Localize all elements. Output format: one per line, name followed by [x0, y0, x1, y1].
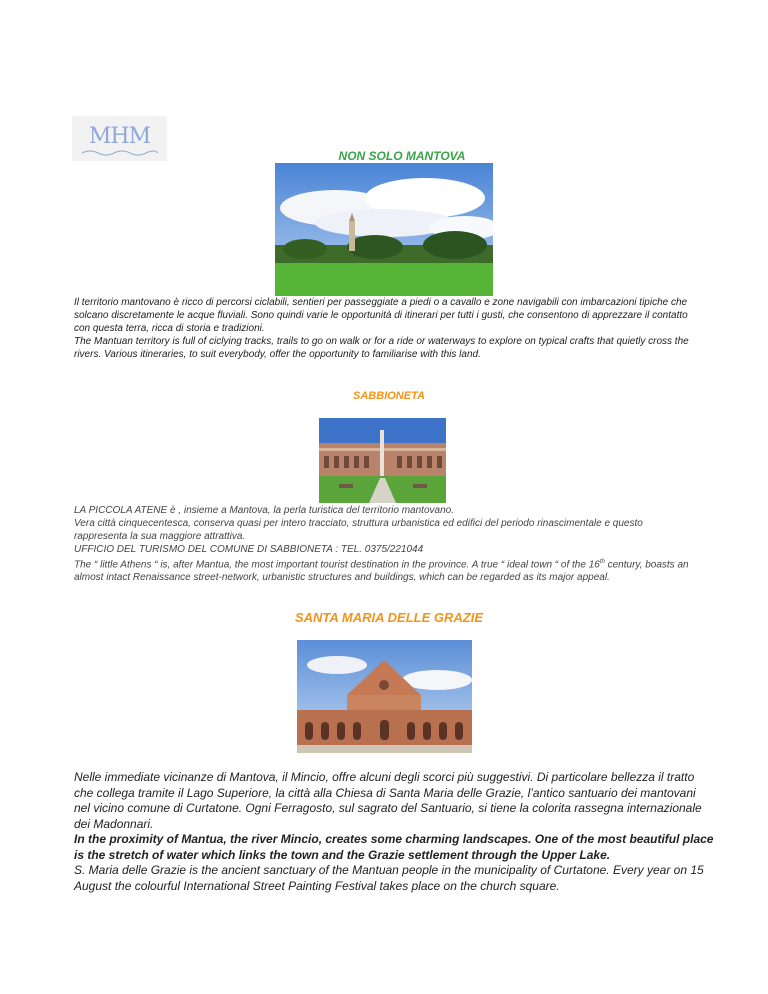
section3-text-italian: Nelle immediate vicinanze di Mantova, il Mincio, offre alcuni degli scorci più suggestivi. Di particolare bellezza il tratto che collega tramite il Lago Superiore, la città alla Chiesa di Santa Maria delle Grazie, l’antico santuario dei mantovani nel vicino comune di Curtatone. Ogni Ferragosto, sul sagrato del Santuario, si tiene la colorita rassegna internazionale dei Madonnari. — [74, 770, 702, 831]
section2-line1: LA PICCOLA ATENE è , insieme a Mantova, la perla turistica del territorio mantovano. — [74, 505, 454, 516]
section-title-non-solo-mantova: NON SOLO MANTOVA — [338, 149, 466, 163]
section2-english-sup: th — [599, 559, 605, 565]
logo-text: MHM — [88, 124, 151, 149]
section2-text — [74, 504, 694, 584]
section2-english-a: The “ little Athens “ is, after Mantua, the most important tourist destination in the province. A true “ ideal town “ of the 16 — [74, 559, 600, 571]
section1-text-italian: Il territorio mantovano è ricco di percorsi ciclabili, sentieri per passeggiate a piedi o a cavallo e zone navigabili con imbarcazioni tipiche che solcano discretamente le acque fluviali. Sono quindi varie le opportunità di itinerari per tutti i gusti, che consentono di apprezzare il contatto con questa terra, ricca di storia e tradizioni. — [74, 297, 688, 334]
section3-text-english-1: In the proximity of Mantua, the river Mincio, creates some charming landscapes. One of the most beautiful place is the stretch of water which links the town and the Grazie settlement through the Upper Lake. — [74, 832, 714, 862]
tourism-office-contact: UFFICIO DEL TURISMO DEL COMUNE DI SABBIONETA : TEL. 0375/221044 — [74, 544, 424, 555]
section2-line2: Vera città cinquecentesca, conserva quasi per intero tracciato, struttura urbanistica ed edifici del periodo rinascimentale e questo rappresenta la sua maggiore attrattiva. — [74, 518, 643, 542]
section3-text — [74, 770, 714, 894]
photo-santa-maria-church — [297, 640, 472, 753]
section3-text-english-2: S. Maria delle Grazie is the ancient sanctuary of the Mantuan people in the municipality of Curtatone. Every year on 15 August the colourful International Street Painting Festival takes place on the church square. — [74, 863, 704, 893]
section1-text-english: The Mantuan territory is full of ciclying tracks, trails to go on walk or for a ride or waterways to explore on typical crafts that quietly cross the rivers. Various itineraries, to suit everybody, offer the opportunity to familiarise with this land. — [74, 336, 689, 360]
section1-text — [74, 296, 694, 361]
section-title-sabbioneta: SABBIONETA — [353, 390, 425, 402]
photo-sabbioneta-square — [319, 418, 446, 503]
section2-english — [74, 556, 694, 584]
photo-countryside-landscape — [275, 163, 493, 296]
section-title-santa-maria-delle-grazie: SANTA MARIA DELLE GRAZIE — [294, 610, 483, 625]
section2-english-b: century, boasts an almost intact Renaissance street-network, urbanistic structures and buildings, which can be regarded as its major appeal. — [74, 559, 689, 584]
